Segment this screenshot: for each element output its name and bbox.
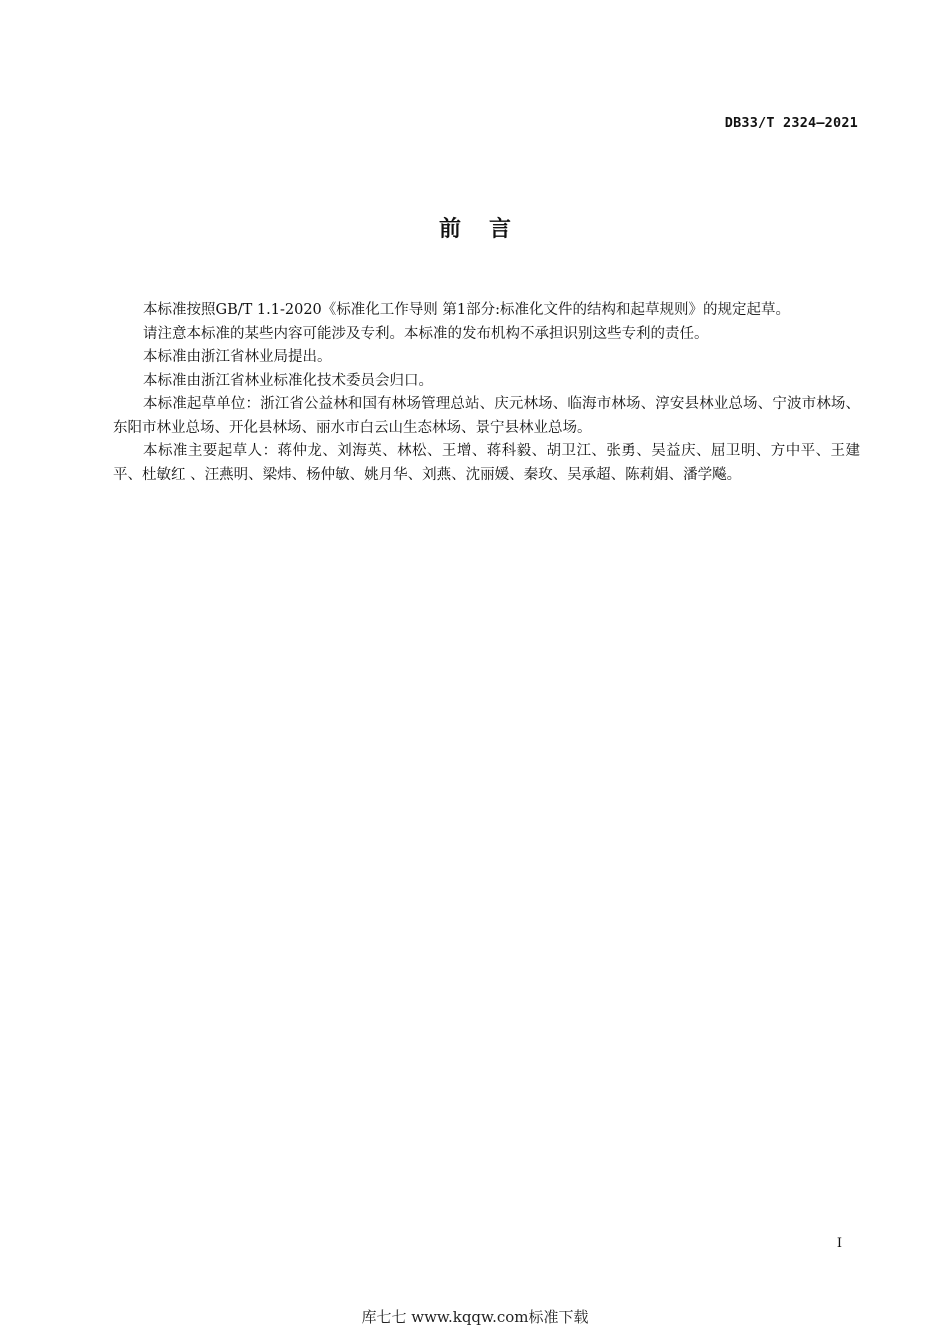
document-code: DB33/T 2324—2021 — [724, 115, 858, 131]
page-number: I — [836, 1236, 842, 1251]
paragraph-patent-notice: 请注意本标准的某些内容可能涉及专利。本标准的发布机构不承担识别这些专利的责任。 — [143, 325, 709, 342]
footer-watermark: 库七七 www.kqqw.com标准下载 — [361, 1308, 589, 1326]
foreword-body — [113, 299, 860, 487]
paragraph-centralized-by: 本标准由浙江省林业标准化技术委员会归口。 — [143, 372, 433, 389]
paragraph-drafters: 本标准主要起草人：蒋仲龙、刘海英、林松、王增、蒋科毅、胡卫江、张勇、吴益庆、屈卫明、方中平、王建平、杜敏红 、汪燕明、梁炜、杨仲敏、姚月华、刘燕、沈丽媛、秦玫、吴承超、陈莉娟、潘学飚。 — [113, 443, 860, 483]
page-title: 前言 — [438, 217, 539, 242]
paragraph-proposed-by: 本标准由浙江省林业局提出。 — [143, 349, 332, 365]
paragraph-drafting-units: 本标准起草单位：浙江省公益林和国有林场管理总站、庆元林场、临海市林场、淳安县林业总场、宁波市林场、东阳市林业总场、开化县林场、丽水市白云山生态林场、景宁县林业总场。 — [113, 396, 860, 436]
paragraph-drafting-rules: 本标准按照GB/T 1.1-2020《标准化工作导则 第1部分:标准化文件的结构和起草规则》的规定起草。 — [143, 302, 790, 318]
